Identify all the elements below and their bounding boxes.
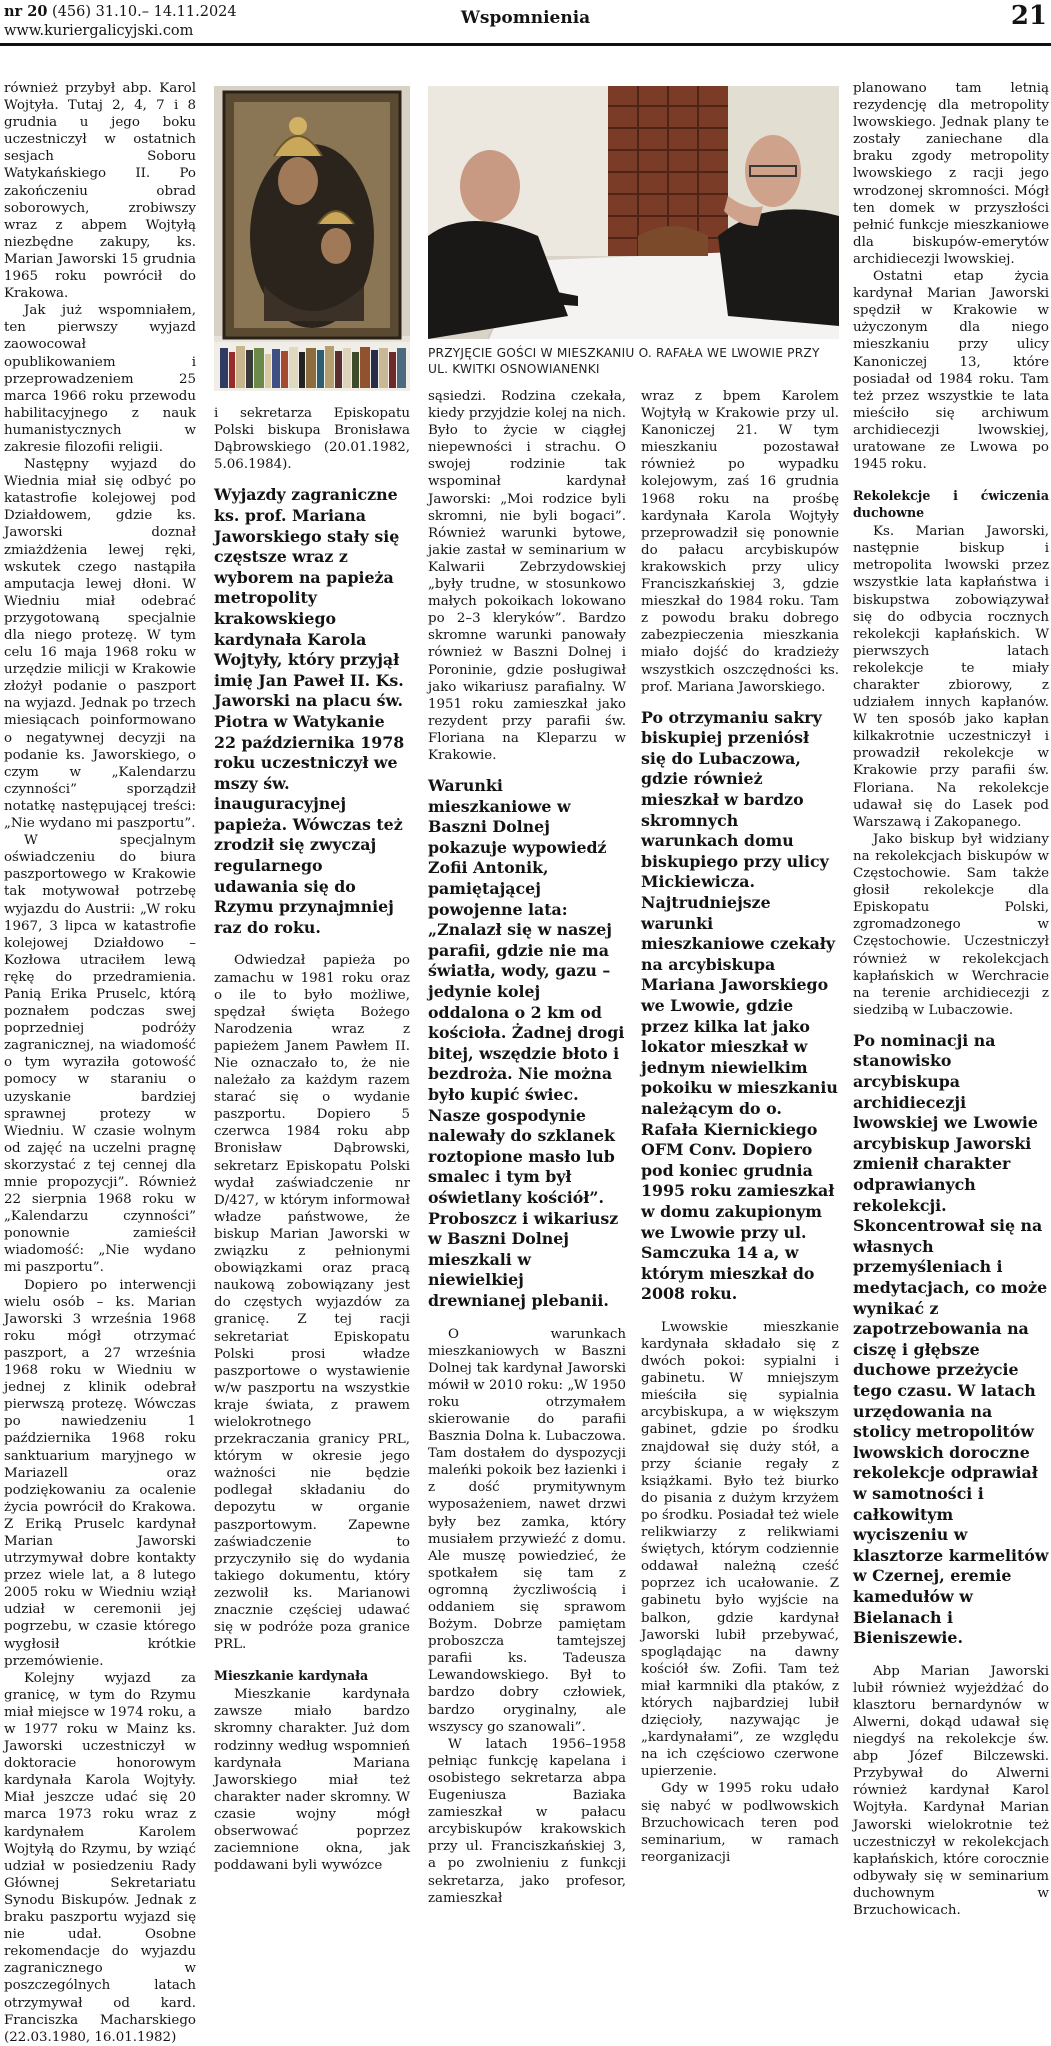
paragraph: wraz z bpem Karolem Wojtyłą w Krakowie przy ul. Kanoniczej 21. W tym mieszkaniu pozostawał również po wypadku kolejowym, zaś 16 grudnia 1968 roku na prośbę kardynała Karola Wojtyły przeprowadził się ponownie do pałacu arcybiskupów krakowskich przy ulicy Franciszkańskiej 3, gdzie mieszkał do 1984 roku. Tam z powodu braku dobrego zabezpieczenia mieszkania miało dojść do kradzieży wszystkich oszczędności ks. prof. Mariana Jaworskiego. [641,389,839,695]
header-rule [0,43,1051,46]
paragraph: Lwowskie mieszkanie kardynała składało się z dwóch pokoi: sypialni i gabinetu. W mniejszym mieściła się sypialnia arcybiskupa, a w większym gabinet, gdzie po środku znajdował się duży stół, a przy ścianie regały z książkami. Było też biurko do pisania z dużym krzyżem po środku. Posiadał też wiele relikwiarzy z relikwiami świętych, którym codziennie oddawał należną cześć poprzez ich ucałowanie. Z gabinetu było wyjście na balkon, gdzie kardynał Jaworski lubił przebywać, spoglądając na dawny kościół św. Zofii. Tam też miał karmniki dla ptaków, z których najbardziej lubił dzięcioły, nazywając je „kardynałami”, ze względu na ich częściowo czerwone upierzenie. [641,1319,839,1780]
section-title: Wspomnienia [460,8,591,28]
paragraph: i sekretarza Episkopatu Polski biskupa Bronisława Dąbrowskiego (20.01.1982, 5.06.1984). [214,406,410,473]
article-column-2 [214,405,410,1874]
page-header [0,0,1051,44]
issue-number: nr 20 [4,3,48,20]
paragraph: Następny wyjazd do Wiednia miał się odbyć po katastrofie kolejowej pod Działdowem, gdzie ks. Jaworski doznał zmiażdżenia lewej ręki, wskutek czego nastąpiła amputacja lewej dłoni. W Wiedniu miał odebrać przygotowaną specjalnie dla niego protezę. W tym celu 16 maja 1968 roku w urzędzie milicji w Krakowie złożył podanie o paszport na wyjazd. Jednak po trzech miesiącach poinformowano o negatywnej decyzji na podanie ks. Jaworskiego, o czym w „Kalendarzu czynności” sporządził notatkę następującej treści: „Nie wydano mi paszportu”. [4,457,196,832]
article-column-1 [4,80,196,2045]
paragraph: Abp Marian Jaworski lubił również wyjeżdżać do klasztoru bernardynów w Alwerni, dokąd udawał się niegdyś na rekolekcje św. abp Józef Bilczewski. Przybywał do Alwerni również kardynał Karol Wojtyła. Kardynał Marian Jaworski wielokrotnie też uczestniczył w rekolekcjach kapłańskich, które corocznie odbywały się w seminarium duchownym w Brzuchowicach. [853,1663,1049,1918]
article-column-5 [853,80,1049,1918]
paragraph: Gdy w 1995 roku udało się nabyć w podlwowskich Brzuchowicach teren pod seminarium, w ramach reorganizacji [641,1781,839,1865]
subheading: Rekolekcje i ćwiczenia duchowne [853,488,1049,521]
paragraph: planowano tam letnią rezydencję dla metropolity lwowskiego. Jednak plany te zostały zaniechane dla braku zgody metropolity lwowskiego z racji jego wrodzonej skromności. Mógł ten domek w przyszłości pełnić funkcje mieszkaniowe dla biskupów-emerytów archidiecezji lwowskiej. [853,81,1049,267]
article-column-3 [428,388,626,1906]
pull-quote: Warunki mieszkaniowe w Baszni Dolnej pokazuje wypowiedź Zofii Antonik, pamiętającej powojenne lata: „Znalazł się w naszej parafii, gdzie nie ma światła, wody, gazu – jedynie kolej oddalona o 2 km od kościoła. Żadnej drogi bitej, wszędzie błoto i bezdroża. Nie można było kupić świec. Nasze gospodynie nalewały do szklanek roztopione masło lub smalec i tym był oświetlany kościół”. Proboszcz i wikariusz w Baszni Dolnej mieszkali w niewielkiej drewnianej plebanii. [428,776,625,1310]
paragraph: Ostatni etap życia kardynał Marian Jaworski spędził w Krakowie w użyczonym dla niego mieszkaniu przy ulicy Kanoniczej 13, które posiadał od 1984 roku. Tam też przez wszystkie te lata mieściło się archiwum archidiecezji lwowskiej, uratowane ze Lwowa po 1945 roku. [853,269,1049,473]
paragraph: sąsiedzi. Rodzina czekała, kiedy przyjdzie kolej na nich. Było to życie w ciągłej niepewności i strachu. O swojej rodzinie tak wspominał kardynał Jaworski: „Moi rodzice byli skromni, nie byli bogaci”. Również warunki bytowe, jakie zastał w seminarium w Kalwarii Zebrzydowskiej „były trudne, w stosunkowo małych pokoikach lokowano po 2–3 kleryków”. Bardzo skromne warunki panowały również w Baszni Dolnej i Poroninie, gdzie posługiwał jako wikariusz parafialny. W 1951 roku zamieszkał jako rezydent przy parafii św. Floriana na Kleparzu w Krakowie. [428,389,626,763]
paragraph: również przybył abp. Karol Wojtyła. Tutaj 2, 4, 7 i 8 grudnia u jego boku uczestniczył w ostatnich sesjach Soboru Watykańskiego II. Po zakończeniu obrad soborowych, zrobiwszy wraz z abpem Wojtyłą niezbędne zakupy, ks. Marian Jaworski 15 grudnia 1965 roku powrócił do Krakowa. [4,81,196,302]
issue-detail: (456) 31.10.– 14.11.2024 [52,4,237,20]
meeting-photo [428,86,839,339]
paragraph: Odwiedzał papieża po zamachu w 1981 roku oraz o ile to było możliwe, spędzał święta Bożego Narodzenia wraz z papieżem Janem Pawłem II. Nie oznaczało to, że nie należało za każdym razem starać się o wydanie paszportu. Dopiero 5 czerwca 1984 roku abp Bronisław Dąbrowski, sekretarz Episkopatu Polski wydał zaświadczenie nr D/427, w którym informował władze państwowe, że biskup Marian Jaworski w związku z pełnionymi obowiązkami oraz pracą naukową zobowiązany jest do częstych wyjazdów za granicę. Z tej racji sekretariat Episkopatu Polski prosi władze paszportowe o wystawienie w/w paszportu na wszystkie kraje świata, z prawem wielokrotnego przekraczania granicy PRL, którym w okresie jego ważności nie będzie podlegał składaniu do depozytu w organie paszportowym. Zapewne zaświadczenie to przyczyniło się do wydania takiego dokumentu, który zezwolił ks. Marianowi znacznie częściej udawać się w podróże poza granice PRL. [214,953,410,1653]
paragraph: O warunkach mieszkaniowych w Baszni Dolnej tak kardynał Jaworski mówił w 2010 roku: „W 1950 roku otrzymałem skierowanie do parafii Basznia Dolna k. Lubaczowa. Tam dostałem do dyspozycji maleńki pokoik bez łazienki i z dość prymitywnym wyposażeniem, nawet drzwi były bez zamka, który musiałem przywieźć z domu. Ale muszę powiedzieć, że spotkałem się tam z ogromną życzliwością i oddaniem się sprawom Bożym. Dobrze pamiętam proboszcza tamtejszej parafii ks. Tadeusza Lewandowskiego. Był to bardzo dobry człowiek, bardzo oryginalny, ale wszyscy go szanowali”. [428,1326,626,1735]
pull-quote: Po nominacji na stanowisko arcybiskupa archidiecezji lwowskiej we Lwowie arcybiskup Jaworski zmienił charakter odprawianych rekolekcji. Skoncentrował się na własnych przemyśleniach i medytacjach, co może wynikać z zapotrzebowania na ciszę i głębsze duchowe przeżycie tego czasu. W latach urzędowania na stolicy metropolitów lwowskich doroczne rekolekcje odprawiał w samotności i całkowitym wyciszeniu w klasztorze karmelitów w Czernej, eremie kamedułów w Bielanach i Bieniszewie. [853,1030,1049,1648]
madonna-icon-photo [214,86,410,391]
paragraph: W latach 1956–1958 pełniąc funkcję kapelana i osobistego sekretarza abpa Eugeniusza Baziaka zamieszkał w pałacu arcybiskupów krakowskich przy ul. Franciszkańskiej 3, a po zwolnieniu z funkcji sekretarza, jako profesor, zamieszkał [428,1736,626,1906]
photo-caption: PRZYJĘCIE GOŚCI W MIESZKANIU O. RAFAŁA WE LWOWIE PRZY UL. KWITKI OSNOWIANENKI [428,346,820,376]
website: www.kuriergalicyjski.com [4,23,194,39]
meeting-illustration [428,86,839,339]
subheading: Mieszkanie kardynała [214,1668,369,1684]
page-number: 21 [1010,1,1047,31]
paragraph: Jak już wspomniałem, ten pierwszy wyjazd zaowocował opublikowaniem i przeprowadzeniem 25 marca 1966 roku przewodu habilitacyjnego z nauk humanistycznych w zakresie filozofii religii. [4,303,196,455]
pull-quote: Wyjazdy zagraniczne ks. prof. Mariana Jaworskiego stały się częstsze wraz z wyborem na papieża metropolity krakowskiego kardynała Karola Wojtyły, który przyjął imię Jan Paweł II. Ks. Jaworski na placu św. Piotra w Watykanie 22 października 1978 roku uczestniczył we mszy św. inauguracyjnej papieża. Wówczas też zrodził się zwyczaj regularnego udawania się do Rzymu przynajmniej raz do roku. [214,485,405,937]
paragraph: W specjalnym oświadczeniu do biura paszportowego w Krakowie tak motywował potrzebę wyjazdu do Austrii: „W roku 1967, 3 lipca w katastrofie kolejowej Działdowo – Kozłowa utraciłem lewą rękę do przedramienia. Panią Erika Pruselc, którą poznałem podczas swej poprzedniej podróży zagranicznej, na wiadomość o tym wyraziła gotowość pomocy w staraniu o uzyskanie bardziej sprawnej protezy w Wiedniu. W czasie wolnym od zajęć na uczelni pragnę skorzystać z tej cennej dla mnie propozycji”. Również 22 sierpnia 1968 roku w „Kalendarzu czynności” ponownie zamieścił wiadomość: „Nie wydano mi paszportu”. [4,833,196,1276]
paragraph: Kolejny wyjazd za granicę, w tym do Rzymu miał miejsce w 1974 roku, a w 1977 roku w Mainz ks. Jaworski uczestniczył w doktoracie honorowym kardynała Karola Wojtyły. Miał jeszcze udać się 20 marca 1973 roku wraz z kardynałem Karolem Wojtyłą do Rzymu, by wziąć udział w posiedzeniu Rady Głównej Sekretariatu Synodu Biskupów. Jednak z braku paszportu wyjazd się nie udał. Osobne rekomendacje do wyjazdu zagranicznego w poszczególnych latach otrzymywał od kard. Franciszka Macharskiego (22.03.1980, 16.01.1982) [4,1670,196,2045]
paragraph: Ks. Marian Jaworski, następnie biskup i metropolita lwowski przez wszystkie lata kapłaństwa i biskupstwa zobowiązywał się do odbycia rocznych rekolekcji kapłańskich. W pierwszych latach rekolekcje te miały charakter zbiorowy, z udziałem innych kapłanów. W ten sposób jako kapłan kilkakrotnie uczestniczył i prowadził rekolekcje w Krakowie przy parafii św. Floriana. Na rekolekcje udawał się do Lasek pod Warszawą i Zakopanego. [853,524,1049,830]
paragraph: Mieszkanie kardynała zawsze miało bardzo skromny charakter. Już dom rodzinny według wspomnień kardynała Mariana Jaworskiego miał też charakter nader skromny. W czasie wojny mógł obserwować poprzez zaciemnione okna, jak poddawani byli wywózce [214,1687,410,1874]
madonna-icon-illustration [214,86,410,391]
paragraph: Dopiero po interwencji wielu osób – ks. Marian Jaworski 3 września 1968 roku mógł otrzymać paszport, a 27 września 1968 roku w Wiedniu w jednej z klinik odebrał pierwszą protezę. Wówczas po nawiedzeniu 1 października 1968 roku sanktuarium maryjnego w Mariazell oraz podziękowaniu za ocalenie życia powrócił do Krakowa. Z Eriką Pruselc kardynał Marian Jaworski utrzymywał dobre kontakty przez wiele lat, a 8 lutego 2005 roku w Wiedniu wziął udział w ceremonii jej pogrzebu, w czasie którego wygłosił krótkie przemówienie. [4,1277,196,1669]
paragraph: Jako biskup był widziany na rekolekcjach biskupów w Częstochowie. Sam także głosił rekolekcje dla Episkopatu Polski, zgromadzonego w Częstochowie. Uczestniczył również w rekolekcjach kapłańskich w Werchracie na terenie archidiecezji z siedzibą w Lubaczowie. [853,831,1049,1018]
pull-quote: Po otrzymaniu sakry biskupiej przeniósł się do Lubaczowa, gdzie również mieszkał w bardzo skromnych warunkach domu biskupiego przy ulicy Mickiewicza. Najtrudniejsze warunki mieszkaniowe czekały na arcybiskupa Mariana Jaworskiego we Lwowie, gdzie przez kilka lat jako lokator mieszkał w jednym niewielkim pokoiku w mieszkaniu należącym do o. Rafała Kiernickiego OFM Conv. Dopiero pod koniec grudnia 1995 roku zamieszkał w domu zakupionym we Lwowie przy ul. Samczuka 14 a, w którym mieszkał do 2008 roku. [641,707,838,1304]
article-column-4 [641,388,839,1865]
